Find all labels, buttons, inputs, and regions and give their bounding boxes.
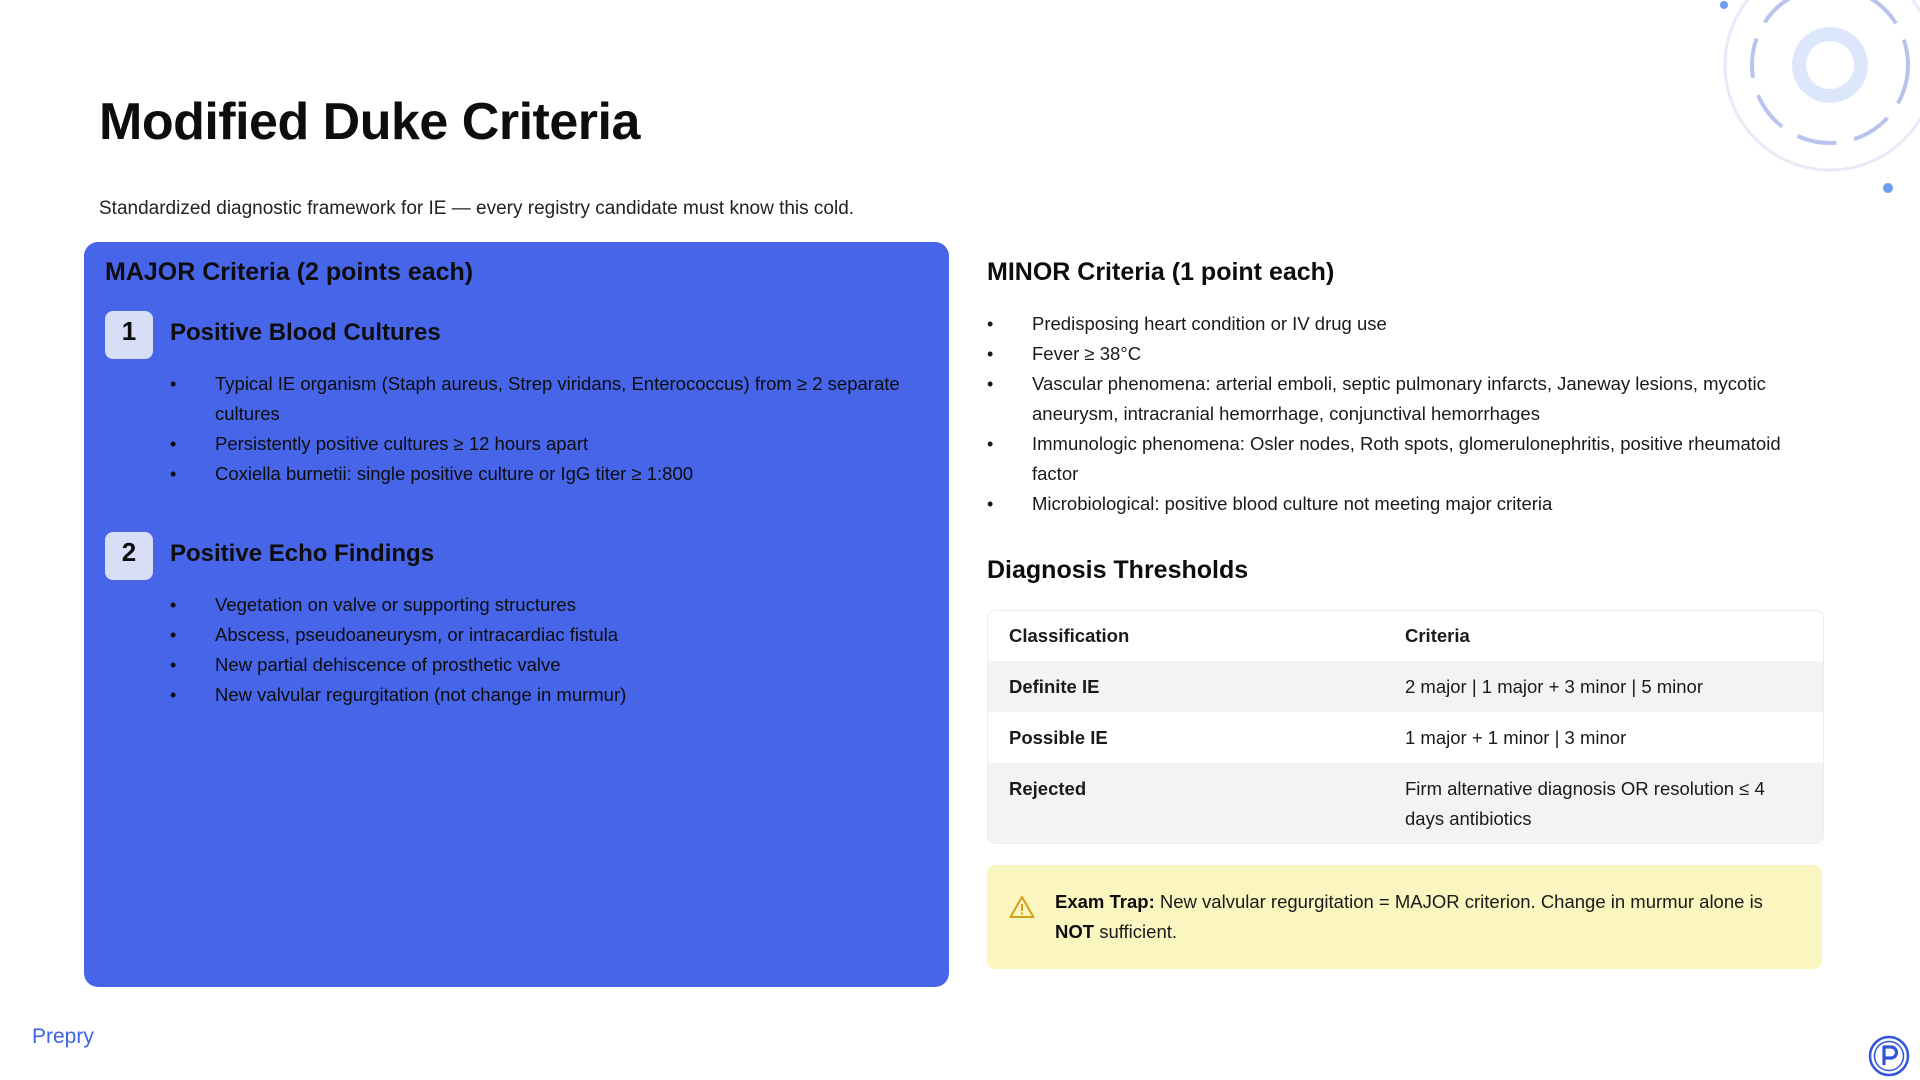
list-item: • Vascular phenomena: arterial emboli, septic pulmonary infarcts, Janeway lesions, mycotic aneurysm, intracranial hemorrhage, conjunctival hemorrhages (987, 369, 1822, 429)
list-item: • Microbiological: positive blood culture not meeting major criteria (987, 489, 1822, 519)
table-header-row (988, 611, 1823, 661)
decorative-rings-graphic (1660, 0, 1920, 220)
list-item: • Fever ≥ 38°C (987, 339, 1822, 369)
column-header-criteria: Criteria (1405, 625, 1470, 646)
table-cell-criteria: Firm alternative diagnosis OR resolution ≤ 4 days antibiotics (1405, 778, 1765, 829)
exam-trap-emphasis: NOT (1055, 921, 1095, 942)
exam-trap-label: Exam Trap: (1055, 891, 1155, 912)
warning-icon (1009, 895, 1035, 919)
list-item: • Coxiella burnetii: single positive culture or IgG titer ≥ 1:800 (170, 459, 910, 489)
table-cell-classification: Rejected (1009, 778, 1087, 799)
major-criteria-heading: MAJOR Criteria (2 points each) (105, 258, 474, 286)
page-subtitle: Standardized diagnostic framework for IE — every registry candidate must know this cold. (99, 198, 855, 219)
table-cell-criteria: 2 major | 1 major + 3 minor | 5 minor (1405, 675, 1704, 697)
table-row (988, 763, 1823, 843)
table-cell-classification: Possible IE (1009, 726, 1108, 748)
list-item: • Persistently positive cultures ≥ 12 hours apart (170, 429, 910, 459)
list-item: • Abscess, pseudoaneurysm, or intracardiac fistula (170, 620, 910, 650)
criterion-number-badge: 1 (105, 311, 153, 359)
list-item: • New valvular regurgitation (not change in murmur) (170, 680, 910, 710)
exam-trap-body-1: New valvular regurgitation = MAJOR criterion. Change in murmur alone is (1154, 891, 1763, 912)
column-header-classification: Classification (1009, 625, 1130, 646)
table-row (988, 712, 1823, 763)
exam-trap-text (1055, 887, 1795, 947)
criterion-title: Positive Blood Cultures (170, 319, 441, 346)
criterion-title: Positive Echo Findings (170, 540, 435, 567)
table-row (988, 661, 1823, 712)
brand-wordmark: Prepry (32, 1025, 94, 1048)
major-criteria-panel (84, 242, 949, 987)
list-item: • Predisposing heart condition or IV drug use (987, 309, 1822, 339)
minor-criteria-heading: MINOR Criteria (1 point each) (987, 258, 1335, 286)
list-item: • Immunologic phenomena: Osler nodes, Roth spots, glomerulonephritis, positive rheumatoid factor (987, 429, 1822, 489)
criterion-item-list (170, 590, 910, 710)
table-cell-classification: Definite IE (1009, 675, 1100, 697)
prepry-logo-icon (1868, 1035, 1910, 1077)
page-title: Modified Duke Criteria (99, 93, 640, 151)
diagnosis-thresholds-heading: Diagnosis Thresholds (987, 556, 1249, 584)
list-item: • New partial dehiscence of prosthetic valve (170, 650, 910, 680)
criterion-number-badge: 2 (105, 532, 153, 580)
exam-trap-callout (987, 865, 1822, 969)
list-item: • Typical IE organism (Staph aureus, Strep viridans, Enterococcus) from ≥ 2 separate cultures (170, 369, 910, 429)
exam-trap-body-2: sufficient. (1094, 921, 1178, 942)
list-item: • Vegetation on valve or supporting structures (170, 590, 910, 620)
diagnosis-thresholds-table (987, 610, 1824, 844)
table-cell-criteria: 1 major + 1 minor | 3 minor (1405, 726, 1627, 748)
minor-criteria-list (987, 309, 1822, 519)
criterion-item-list (170, 369, 910, 489)
